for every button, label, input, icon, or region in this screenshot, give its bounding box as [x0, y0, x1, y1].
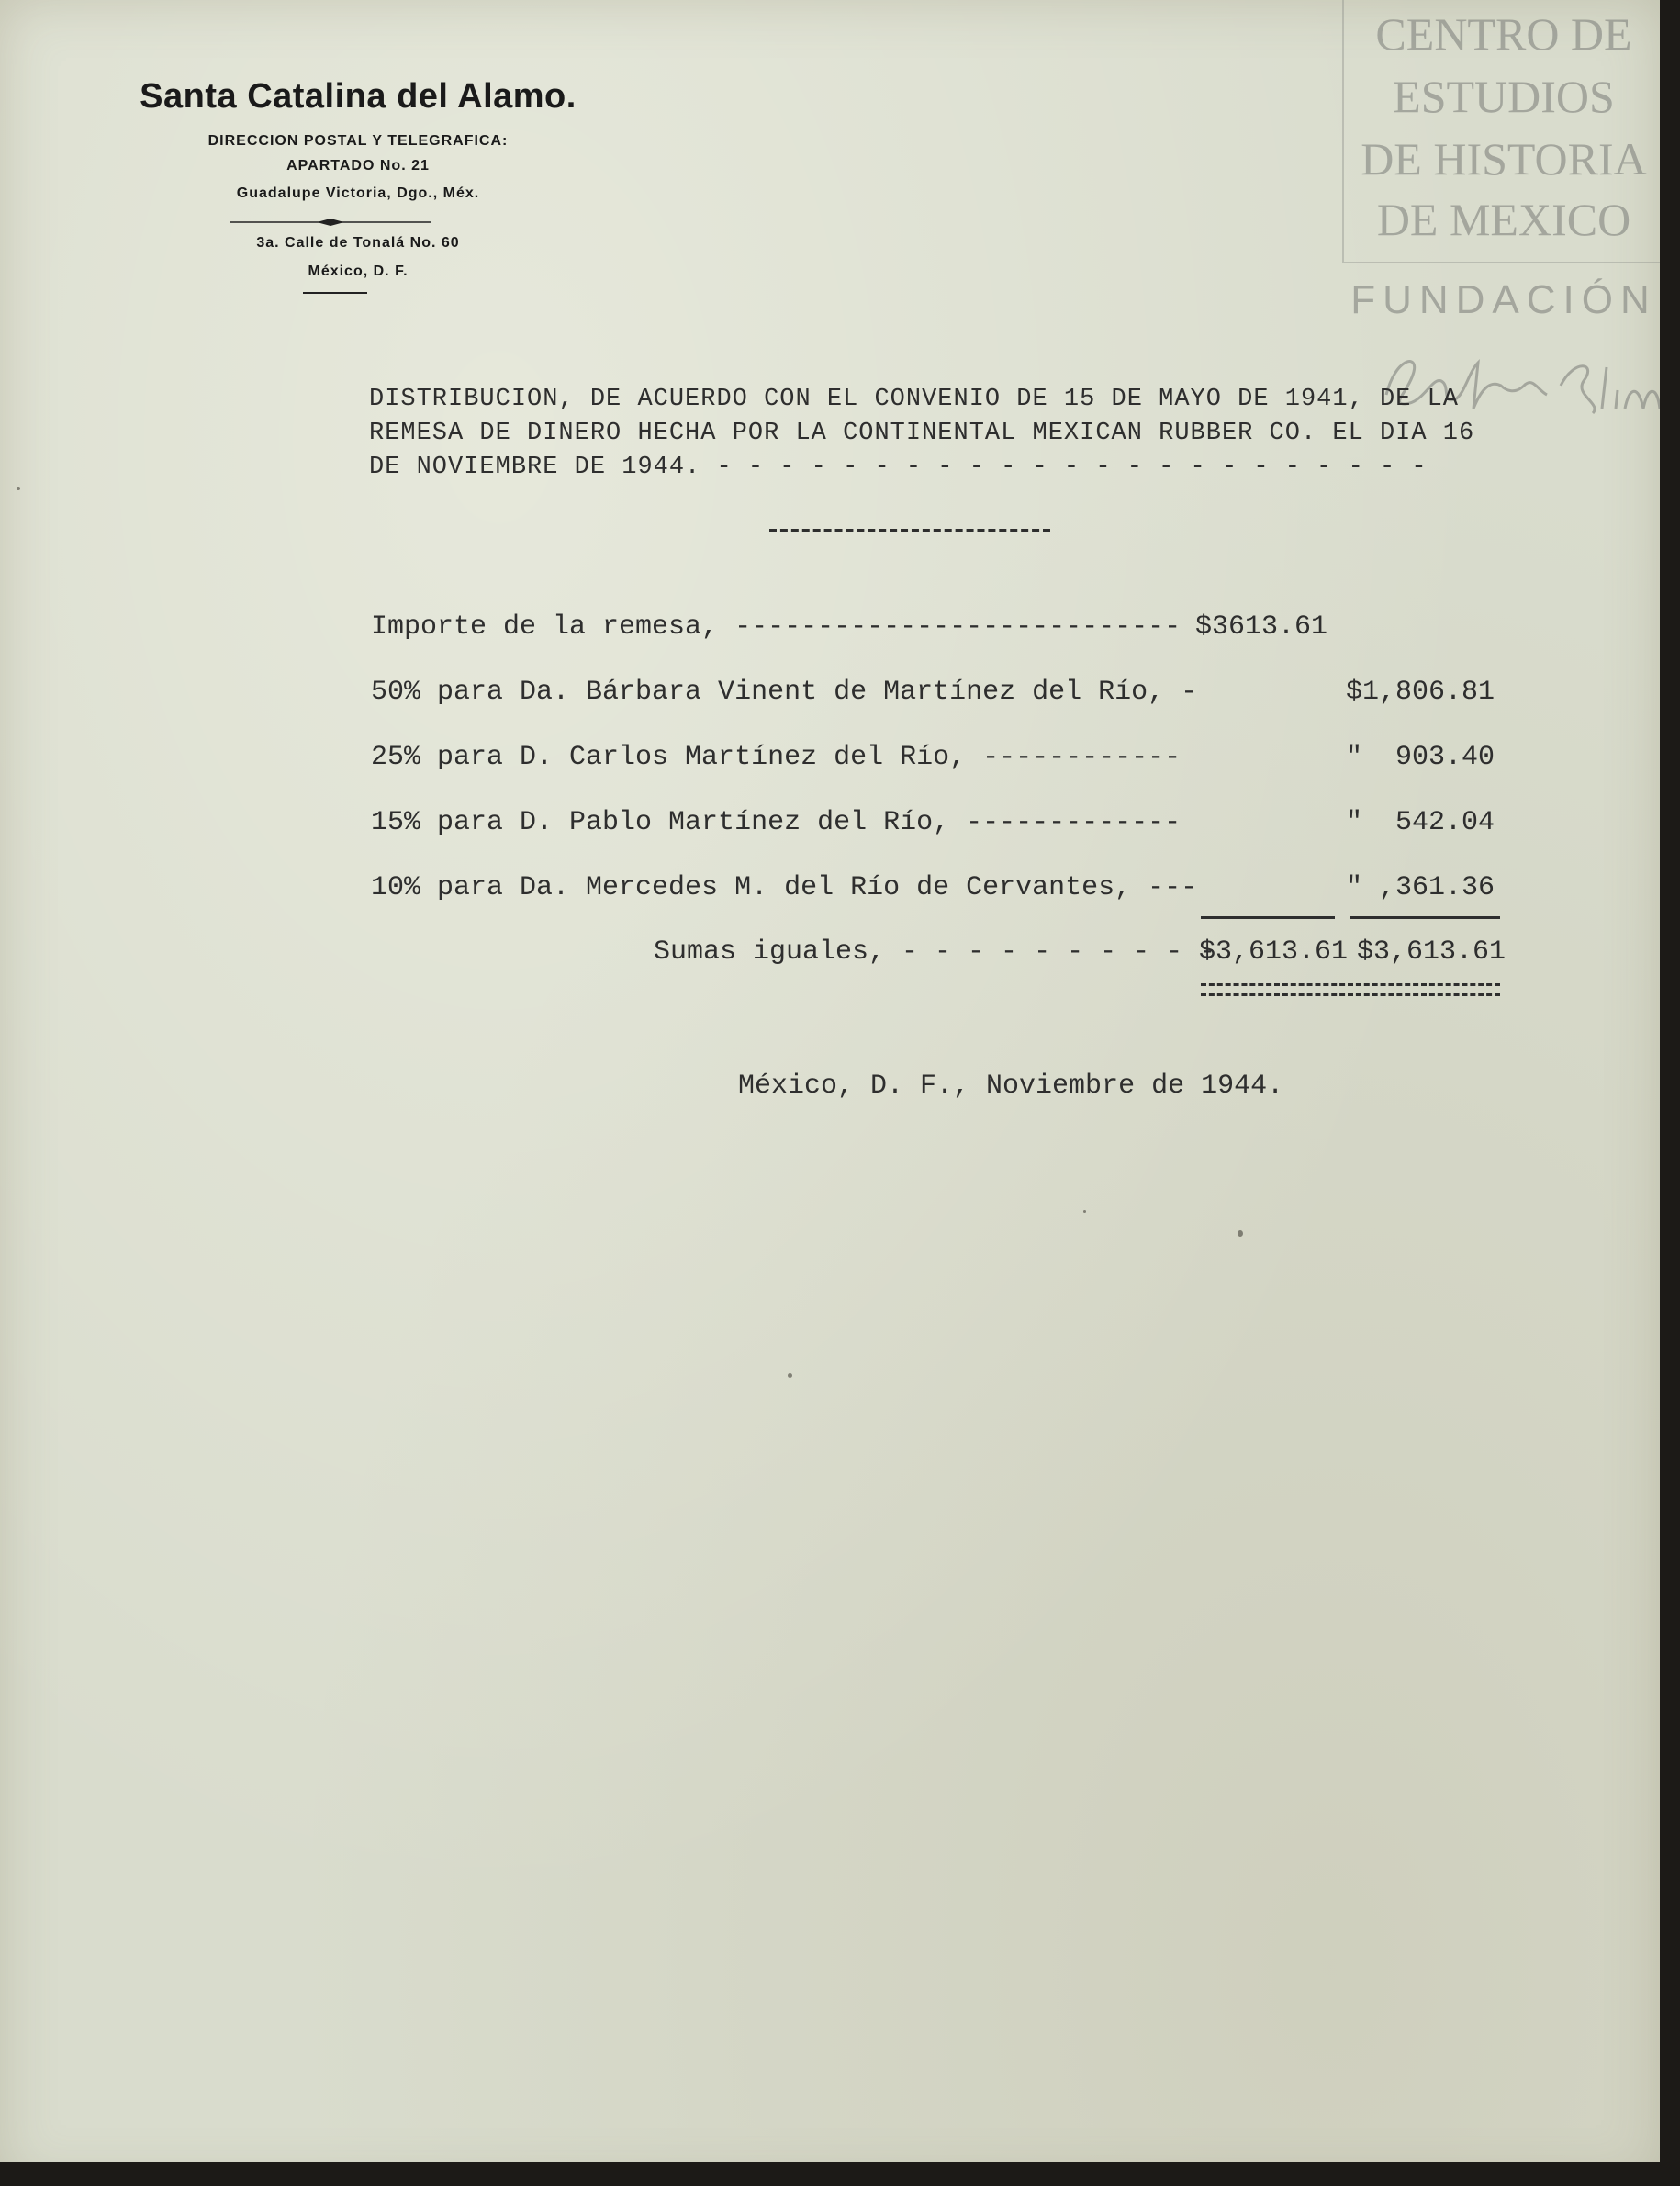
- sum-underline: [1350, 916, 1500, 919]
- sum-underline: [1201, 916, 1335, 919]
- distribution-row-label: 25% para D. Carlos Martínez del Río, ------------: [371, 742, 1182, 773]
- total-value-right: $3,613.61: [1357, 936, 1506, 968]
- scan-border-right: [1660, 0, 1680, 2186]
- archive-stamp-line: DE HISTORIA: [1361, 133, 1647, 185]
- distribution-row-value: $1,806.81: [1346, 677, 1495, 708]
- total-value-left: $3,613.61: [1199, 936, 1349, 968]
- distribution-row-value: " 903.40: [1346, 742, 1495, 773]
- letterhead-street: 3a. Calle de Tonalá No. 60: [256, 235, 460, 251]
- paper-speck: [1083, 1210, 1086, 1213]
- scan-border-bottom: [0, 2162, 1680, 2186]
- archive-stamp-foundation: FUNDACIÓN: [1350, 277, 1657, 322]
- total-double-underline: [1201, 983, 1500, 986]
- archive-stamp-line: DE MEXICO: [1376, 194, 1631, 245]
- letterhead-rule: [303, 292, 367, 294]
- totals-label: Sumas iguales, - - - - - - - - - -: [654, 936, 1216, 968]
- distribution-row-value: " ,361.36: [1346, 872, 1495, 903]
- archive-stamp-line: CENTRO DE: [1375, 8, 1632, 60]
- paper-speck: [788, 1373, 792, 1378]
- remittance-amount-value: $3613.61: [1195, 611, 1328, 643]
- distribution-row-label: 10% para Da. Mercedes M. del Río de Cervantes, ---: [371, 872, 1198, 903]
- document-title-line: REMESA DE DINERO HECHA POR LA CONTINENTAL MEXICAN RUBBER CO. EL DIA 16: [369, 420, 1475, 447]
- paper-speck: [1238, 1230, 1243, 1237]
- letterhead-address-heading: DIRECCION POSTAL Y TELEGRAFICA:: [207, 133, 509, 149]
- archive-stamp-line: ESTUDIOS: [1393, 71, 1615, 122]
- title-separator: [769, 529, 1050, 532]
- letterhead-ornament: [230, 219, 431, 226]
- document-date: México, D. F., Noviembre de 1944.: [738, 1071, 1284, 1102]
- document-title-line: DE NOVIEMBRE DE 1944. - - - - - - - - - - - - - - - - - - - - - - -: [369, 454, 1428, 481]
- letterhead-company-name: Santa Catalina del Alamo.: [140, 77, 577, 116]
- letterhead-city-df: México, D. F.: [308, 263, 409, 279]
- distribution-row-label: 15% para D. Pablo Martínez del Río, -------------: [371, 807, 1182, 838]
- total-double-underline: [1201, 993, 1500, 996]
- distribution-row-value: " 542.04: [1346, 807, 1495, 838]
- letterhead-po-box: APARTADO No. 21: [286, 158, 430, 174]
- letterhead-city: Guadalupe Victoria, Dgo., Méx.: [236, 185, 480, 201]
- distribution-row-label: 50% para Da. Bárbara Vinent de Martínez del Río, -: [371, 677, 1198, 708]
- paper-speck: [17, 487, 20, 490]
- remittance-amount-label: Importe de la remesa, ---------------------------: [371, 611, 1182, 643]
- document-title-line: DISTRIBUCION, DE ACUERDO CON EL CONVENIO DE 15 DE MAYO DE 1941, DE LA: [369, 386, 1459, 413]
